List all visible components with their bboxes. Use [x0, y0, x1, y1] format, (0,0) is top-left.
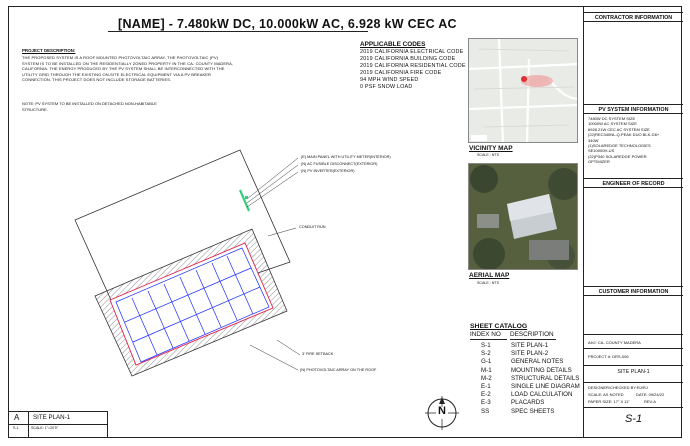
project-number: PROJECT #: DRS-006 [588, 354, 629, 359]
catalog-description-column [511, 342, 580, 416]
pv-info-line: 340W [588, 137, 599, 143]
pv-info-line: (1)SOLAREDGE TECHNOLOGIES [588, 143, 651, 149]
pv-info-line: SE10000H-US [588, 148, 615, 154]
code-item: 2019 CALIFORNIA FIRE CODE [360, 70, 442, 76]
page-title: [NAME] - 7.480kW DC, 10.000kW AC, 6.928 kW CEC AC [118, 17, 457, 31]
code-item: 2019 CALIFORNIA RESIDENTIAL CODE [360, 63, 466, 69]
equipment-labels [301, 154, 391, 174]
detail-ref: S-1 [13, 426, 19, 430]
paper-size: PAPER SIZE: 17" X 11" [588, 399, 630, 404]
right-info-panel [583, 6, 682, 438]
sheet-number: S-1 [624, 413, 643, 425]
catalog-description: SITE PLAN-2 [511, 350, 549, 358]
aerial-map-scale: SCALE : NTS [477, 281, 499, 285]
divider [28, 424, 108, 425]
engineer-of-record-heading: ENGINEER OF RECORD [584, 178, 683, 188]
project-description-line: THE PROPOSED SYSTEM IS A ROOF MOUNTED PHOTOVOLTAIC ARRAY. THE PHOTOVOLTAIC (PV) [22, 55, 219, 60]
code-item: 94 MPH WIND SPEED [360, 77, 419, 83]
conduit-run-line [240, 190, 249, 211]
leader-conduit [268, 228, 296, 236]
catalog-description: SPEC SHEETS [511, 407, 555, 415]
leader-main-panel [247, 158, 298, 199]
catalog-description: STRUCTURAL DETAILS [511, 374, 580, 382]
catalog-index: M-2 [481, 374, 492, 382]
catalog-description: MOUNTING DETAILS [511, 366, 572, 374]
leader-ac-disconnect [247, 165, 298, 203]
code-item: 2019 CALIFORNIA ELECTRICAL CODE [360, 49, 464, 55]
leader-fire-setback [277, 340, 300, 355]
label-conduit-run: CONDUIT RUN [299, 225, 326, 229]
pv-info-line: OPTIMIZER [588, 159, 610, 165]
catalog-index-column [481, 342, 492, 416]
contractor-info-heading: CONTRACTOR INFORMATION [584, 12, 683, 22]
divider [584, 365, 683, 366]
project-description-heading: PROJECT DESCRIPTION: [22, 48, 76, 53]
structure-note-line: NOTE: PV SYSTEM TO BE INSTALLED ON DETACHED NON-HABITABLE [22, 101, 157, 106]
divider [584, 382, 683, 383]
catalog-index: M-1 [481, 366, 492, 374]
project-description-line: SYSTEM IS TO BE INSTALLED ON THE RESIDENTIALLY ZONED PROPERTY IN THE CA- COUNTY MADERA, [22, 60, 234, 66]
pv-info-line: 10000W AC SYSTEM SIZE [588, 121, 637, 127]
aerial-map-image [468, 163, 578, 270]
sheet-name: SITE PLAN-1 [617, 369, 650, 375]
vicinity-map-graphic [469, 39, 578, 143]
project-description-line: CALIFORNIA. THE ENERGY PRODUCED BY THE PV SYSTEM SHALL BE INTERCONNECTED WITH THE [22, 66, 225, 71]
catalog-description-header: DESCRIPTION [510, 331, 554, 338]
divider [8, 424, 28, 425]
structure-note-line: STRUCTURE. [22, 106, 48, 112]
sheet-catalog-heading: SHEET CATALOG [470, 323, 528, 330]
vicinity-map-scale: SCALE : NTS [477, 153, 499, 157]
divider [584, 348, 683, 349]
pv-info-line: (22)P340 SOLAREDGE POWER [588, 153, 647, 159]
aerial-map-caption: AERIAL MAP [469, 272, 510, 279]
vicinity-map-image [468, 38, 578, 143]
pv-system-info-heading: PV SYSTEM INFORMATION [584, 104, 683, 114]
catalog-index-header: INDEX NO [470, 331, 501, 338]
label-inverter: (N) PV INVERTER(EXTERIOR) [301, 168, 355, 173]
catalog-header-underline [510, 339, 556, 340]
detail-letter: A [14, 413, 20, 422]
catalog-description: SITE PLAN-1 [511, 342, 549, 349]
equipment-marker [245, 196, 248, 199]
pv-info-line: 7480W DC SYSTEM SIZE [588, 116, 636, 121]
pv-info-line: 6928.21W CEC AC SYSTEM SIZE [588, 126, 650, 132]
customer-info-heading: CUSTOMER INFORMATION [584, 286, 683, 296]
vicinity-map-caption: VICINITY MAP [469, 145, 513, 152]
catalog-index: E-2 [481, 391, 491, 399]
label-fire-setback: 3' FIRE SETBACK [302, 352, 334, 356]
label-pv-array: (N) PHOTOVOLTAIC ARRAY ON THE ROOF [300, 368, 377, 372]
catalog-index: G-1 [481, 358, 492, 366]
pv-system-info-body [588, 116, 680, 165]
divider [584, 407, 683, 408]
divider [584, 334, 683, 335]
catalog-description: GENERAL NOTES [511, 358, 564, 366]
project-description-line: UTILITY GRID THROUGH THE EXISTING ON-SITE ELECTRICAL EQUIPMENT VIA A PV BREAKER [22, 71, 212, 77]
catalog-index: E-1 [481, 383, 491, 391]
ahj-text: AHJ: CA- COUNTY MADERA [588, 340, 641, 345]
date-text: DATE: 09/24/22 [636, 392, 665, 397]
catalog-index: S-1 [481, 342, 491, 349]
designer-checked: DESIGNER/CHECKED BY:RJ/RJ [588, 385, 648, 390]
project-description-line: CONNECTION. THIS PROJECT DOES NOT INCLUDE STORAGE BATTERIES. [22, 77, 172, 82]
pv-info-line: (22)REC340NL-Q.PEAK DUO BLK-G6+ [588, 132, 660, 138]
code-item: 0 PSF SNOW LOAD [360, 84, 413, 90]
label-ac-disconnect: (N) AC FUSIBLE DISCONNECT(EXTERIOR) [301, 161, 378, 166]
detail-name: SITE PLAN-1 [33, 414, 71, 421]
catalog-index: E-3 [481, 399, 491, 407]
catalog-header-underline [470, 339, 507, 340]
catalog-index: SS [481, 407, 490, 415]
aerial-map-graphic [469, 164, 578, 270]
scale-text: SCALE: AS NOTED [588, 392, 624, 397]
catalog-description: LOAD CALCULATION [511, 391, 573, 399]
catalog-description: SINGLE LINE DIAGRAM [511, 383, 580, 391]
catalog-description: PLACARDS [511, 399, 545, 407]
label-main-panel: (E) MAIN PANEL WITH UTILITY METER(INTERIOR) [301, 155, 391, 159]
catalog-index: S-2 [481, 350, 491, 358]
north-label: N [438, 405, 446, 417]
code-item: 2019 CALIFORNIA BUILDING CODE [360, 56, 456, 62]
map-pin-icon [521, 76, 527, 82]
applicable-codes-heading: APPLICABLE CODES [360, 41, 426, 48]
revision: REV:A [644, 399, 656, 404]
detail-scale: SCALE: 1"=20'0" [31, 426, 59, 430]
leader-inverter [247, 172, 298, 207]
